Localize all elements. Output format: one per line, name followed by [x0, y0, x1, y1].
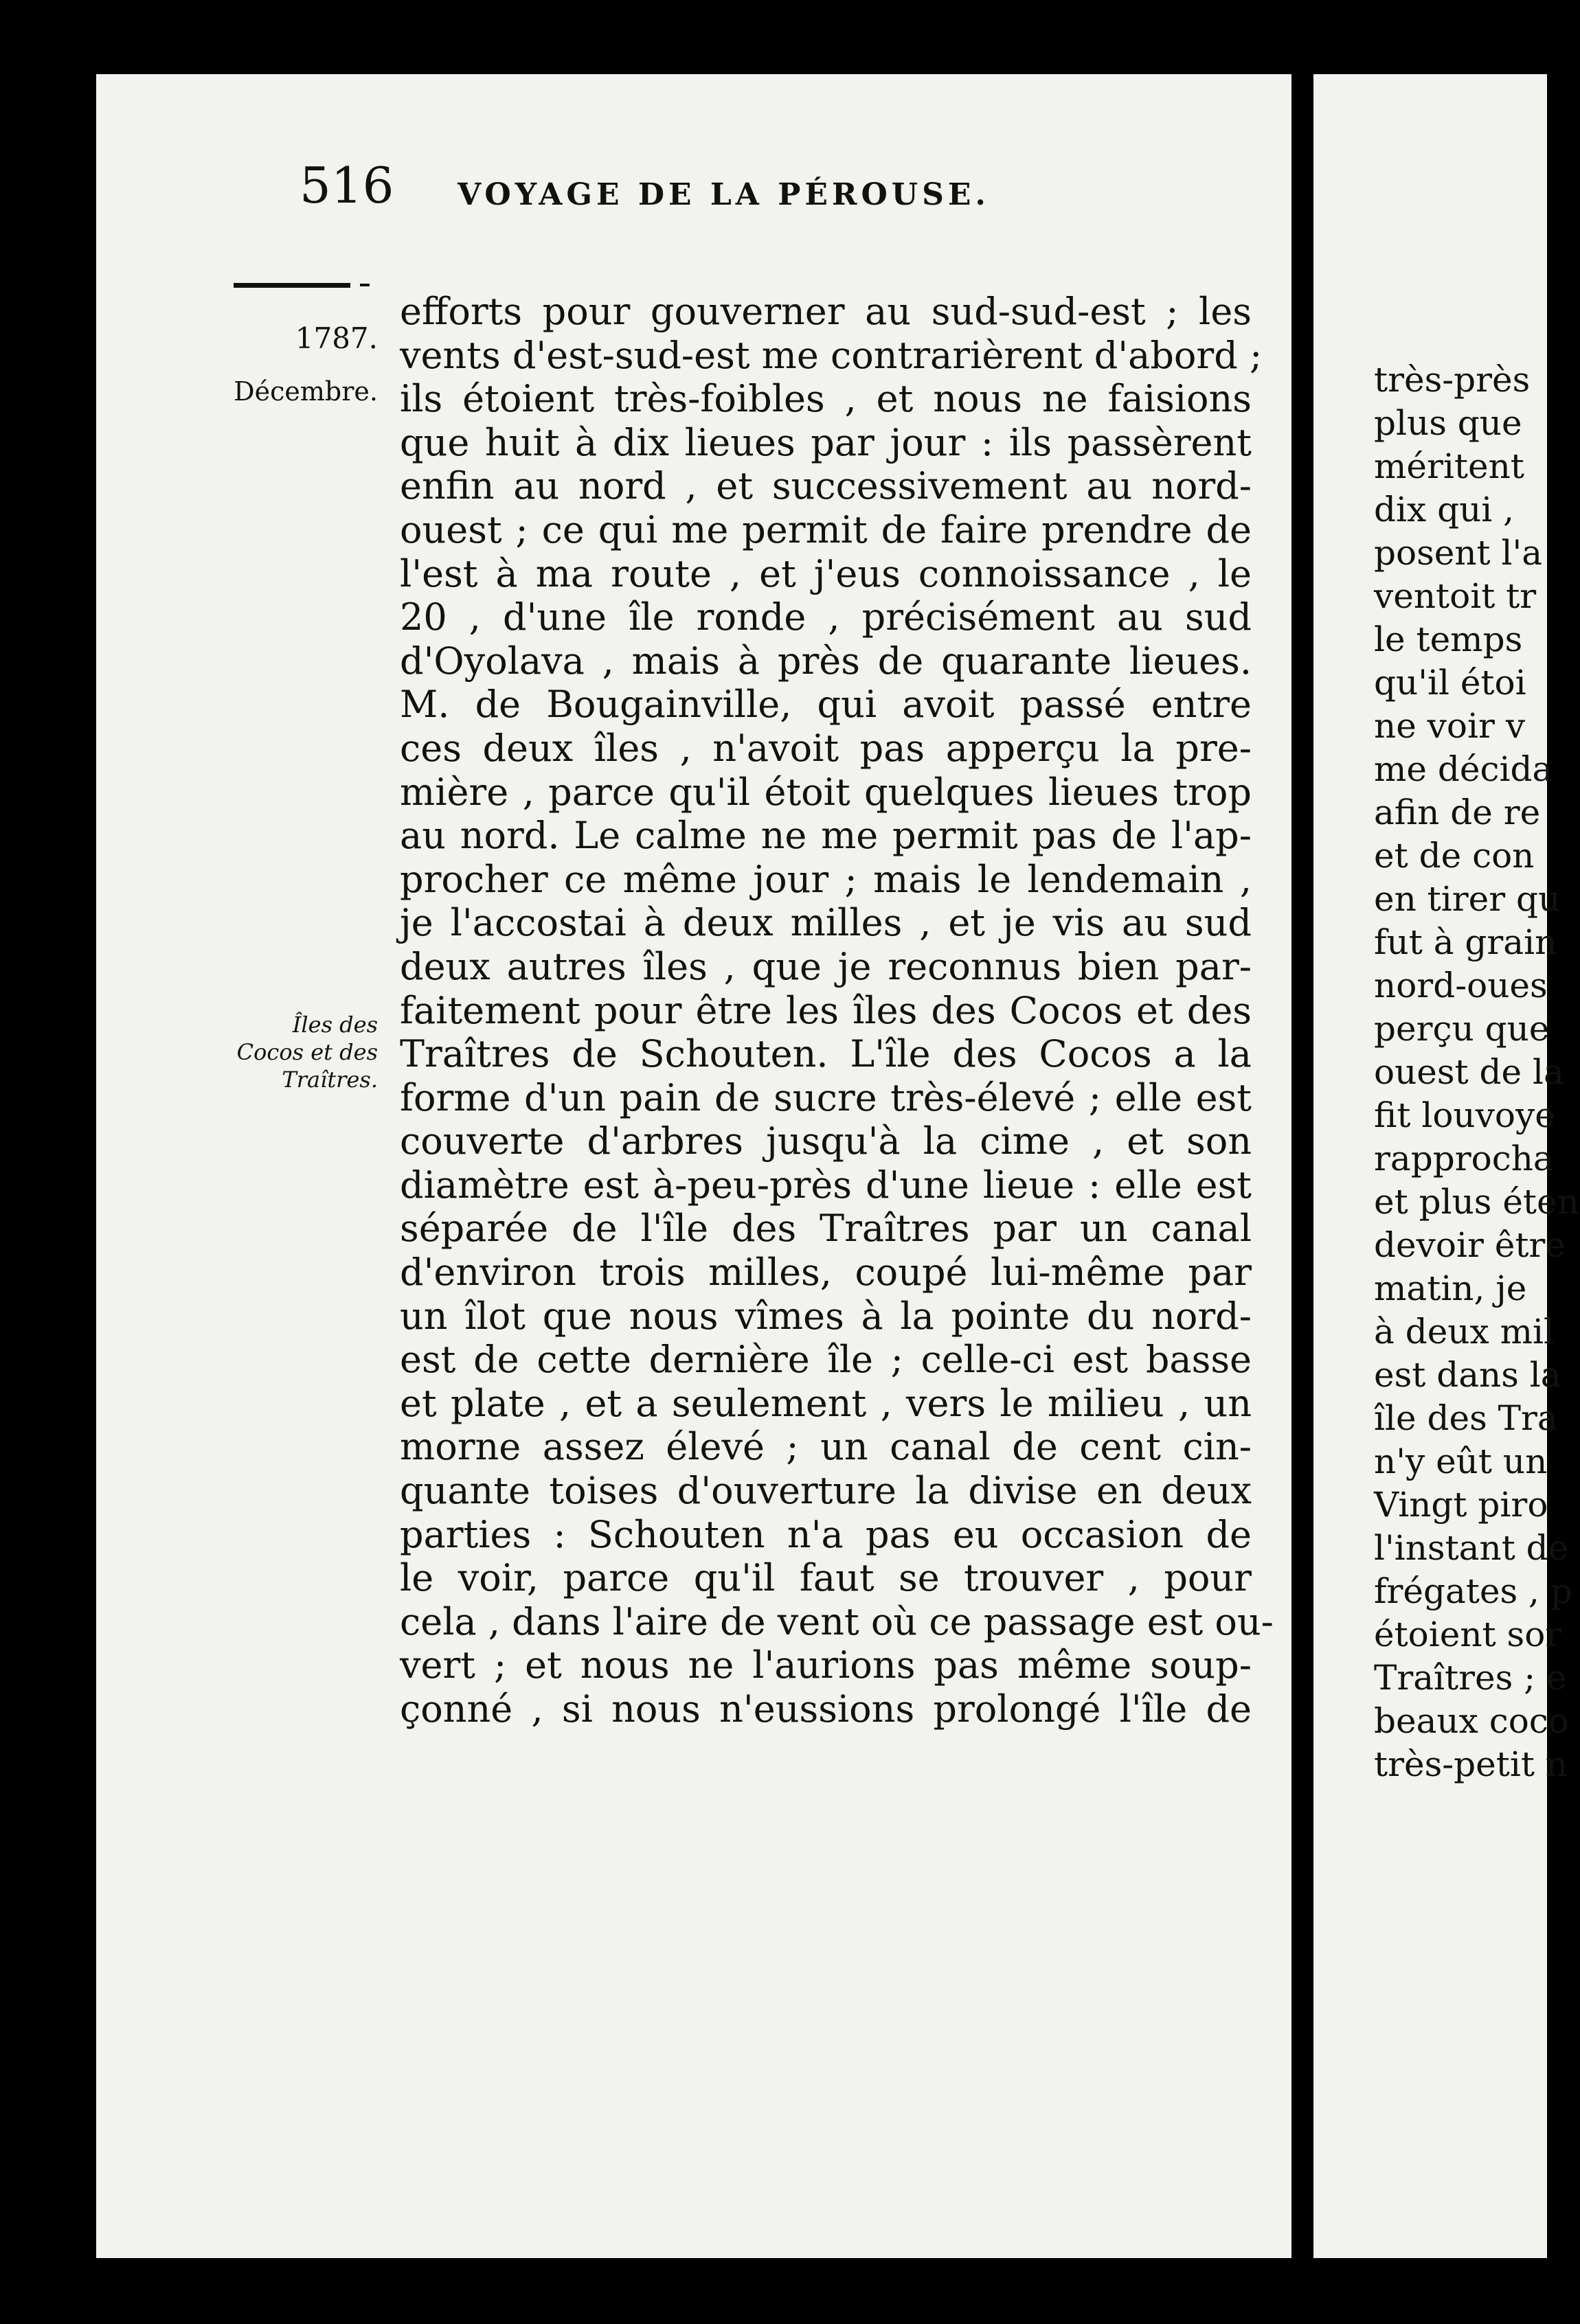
facing-page-line: ventoit tr: [1374, 576, 1537, 616]
facing-page-line: Traîtres ; e: [1374, 1658, 1567, 1698]
body-line: efforts pour gouverner au sud-sud-est ; les: [400, 290, 1252, 333]
facing-page-line: île des Tra: [1374, 1398, 1558, 1438]
body-line: ouest ; ce qui me permit de faire prendre de: [400, 508, 1252, 551]
body-line: morne assez élevé ; un canal de cent cin-: [400, 1425, 1252, 1469]
facing-page-line: est dans la: [1374, 1355, 1561, 1395]
body-line: diamètre est à-peu-près d'une lieue : elle est: [400, 1163, 1252, 1207]
facing-page-line: étoient sor: [1374, 1615, 1562, 1654]
facing-page-line: posent l'a: [1374, 533, 1543, 573]
body-line: je l'accostai à deux milles , et je vis au sud: [400, 901, 1252, 945]
body-line: vents d'est-sud-est me contrarièrent d'abord ;: [400, 333, 1263, 377]
facing-page-line: dix qui ,: [1374, 490, 1515, 529]
body-line: cela , dans l'aire de vent où ce passage est ou-: [400, 1599, 1274, 1643]
body-line: le voir, parce qu'il faut se trouver , pour: [400, 1556, 1252, 1600]
running-title: VOYAGE DE LA PÉROUSE.: [458, 177, 990, 212]
body-line: un îlot que nous vîmes à la pointe du nord-: [400, 1294, 1252, 1338]
facing-page-line: à deux mil: [1374, 1312, 1555, 1352]
body-line: quante toises d'ouverture la divise en deux: [400, 1469, 1252, 1513]
facing-page-line: n'y eût un: [1374, 1442, 1548, 1481]
body-line: au nord. Le calme ne me permit pas de l'ap-: [400, 814, 1252, 858]
body-line: l'est à ma route , et j'eus connoissance , le: [400, 551, 1252, 595]
body-line: faitement pour être les îles des Cocos et des: [400, 988, 1252, 1032]
body-line: deux autres îles , que je reconnus bien par-: [400, 944, 1252, 988]
facing-page-line: matin, je: [1374, 1268, 1527, 1308]
facing-page-line: devoir être: [1374, 1225, 1566, 1265]
body-line: couverte d'arbres jusqu'à la cime , et son: [400, 1119, 1252, 1163]
facing-page-line: afin de re: [1374, 793, 1541, 832]
body-line: ces deux îles , n'avoit pas apperçu la pre-: [400, 726, 1252, 770]
body-line: forme d'un pain de sucre très-élevé ; elle est: [400, 1075, 1252, 1119]
body-line: vert ; et nous ne l'aurions pas même soup-: [400, 1643, 1252, 1687]
facing-page-line: fit louvoye: [1374, 1095, 1555, 1135]
facing-page-text: [1374, 358, 1580, 1786]
body-line: mière , parce qu'il étoit quelques lieues trop: [400, 770, 1252, 814]
body-line: d'environ trois milles, coupé lui-même par: [400, 1251, 1252, 1295]
facing-page-line: ouest de la: [1374, 1052, 1564, 1092]
body-line: ils étoient très-foibles , et nous ne faisions: [400, 377, 1252, 421]
body-line: parties : Schouten n'a pas eu occasion de: [400, 1512, 1252, 1556]
margin-islands-line: Îles des: [292, 1012, 378, 1038]
facing-page-line: rapprocha: [1374, 1139, 1554, 1178]
facing-page-line: me décida: [1374, 749, 1553, 789]
facing-page-line: nord-oues: [1374, 966, 1548, 1005]
facing-page-line: l'instant de: [1374, 1528, 1569, 1568]
facing-page-line: très-près: [1374, 360, 1531, 400]
facing-page-line: beaux coco: [1374, 1701, 1569, 1741]
body-line: çonné , si nous n'eussions prolongé l'île de: [400, 1687, 1252, 1731]
page-number: 516: [300, 157, 394, 214]
body-line: d'Oyolava , mais à près de quarante lieues.: [400, 639, 1252, 683]
margin-islands-note: [220, 1011, 378, 1093]
facing-page-line: frégates , p: [1374, 1571, 1572, 1611]
margin-rule-tail: [360, 284, 370, 286]
margin-islands-line: Traîtres.: [282, 1067, 378, 1093]
body-line: Traîtres de Schouten. L'île des Cocos a la: [400, 1032, 1252, 1076]
body-line: séparée de l'île des Traîtres par un canal: [400, 1207, 1252, 1251]
facing-page-line: ne voir v: [1374, 706, 1526, 746]
body-line: que huit à dix lieues par jour : ils passèrent: [400, 420, 1252, 464]
facing-page-line: très-petit n: [1374, 1744, 1568, 1784]
facing-page-line: en tirer qu: [1374, 879, 1561, 919]
page-header: [300, 151, 1261, 227]
facing-page-line: Vingt piro: [1374, 1485, 1548, 1525]
facing-page-line: et de con: [1374, 836, 1535, 876]
body-line: enfin au nord , et successivement au nord-: [400, 464, 1252, 508]
facing-page-line: fut à grain: [1374, 922, 1557, 962]
margin-year: 1787.: [295, 321, 378, 355]
margin-month: Décembre.: [234, 376, 378, 407]
facing-page-line: et plus éten: [1374, 1182, 1579, 1222]
facing-page-line: méritent: [1374, 446, 1524, 486]
facing-page-line: qu'il étoi: [1374, 663, 1526, 703]
body-line: procher ce même jour ; mais le lendemain ,: [400, 857, 1252, 901]
facing-page-line: le temps: [1374, 619, 1523, 659]
facing-page-line: perçu que: [1374, 1009, 1550, 1049]
body-line: 20 , d'une île ronde , précisément au sud: [400, 595, 1252, 639]
body-line: M. de Bougainville, qui avoit passé entre: [400, 683, 1252, 727]
margin-islands-line: Cocos et des: [236, 1039, 378, 1065]
body-line: est de cette dernière île ; celle-ci est basse: [400, 1338, 1252, 1382]
body-line: et plate , et a seulement , vers le milieu , un: [400, 1381, 1252, 1425]
margin-rule: [234, 283, 350, 288]
facing-page-line: plus que: [1374, 403, 1522, 443]
body-text: [400, 290, 1274, 1731]
